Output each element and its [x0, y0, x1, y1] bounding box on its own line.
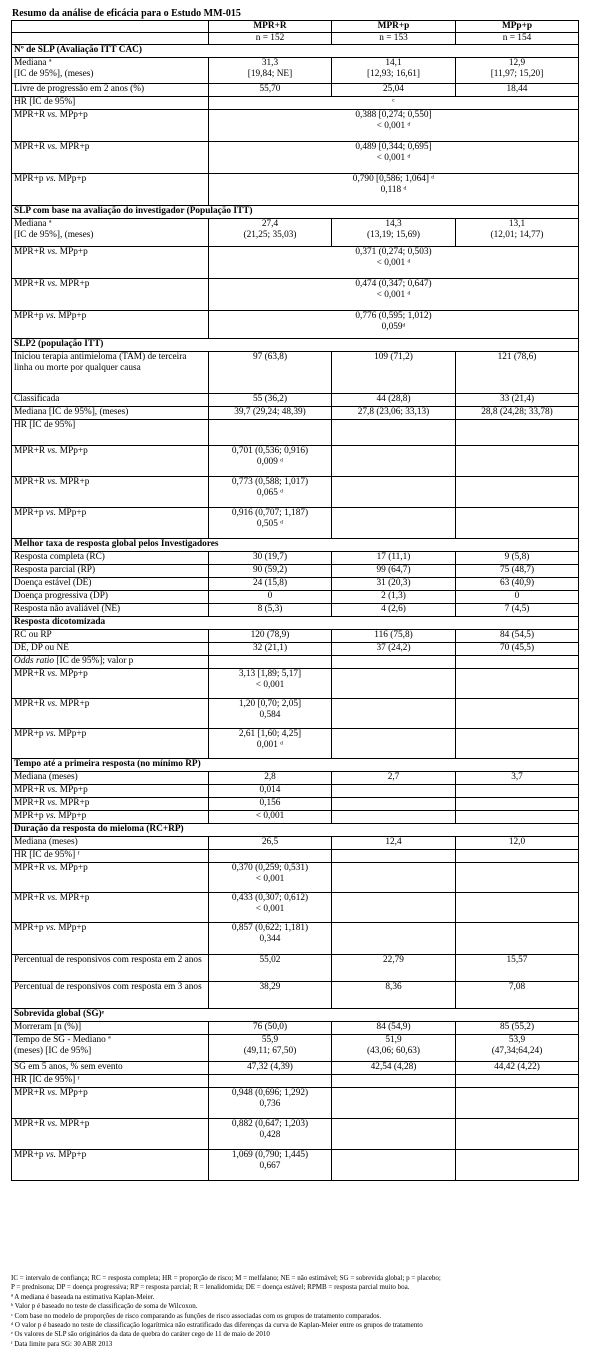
value-cell: 2,7	[332, 772, 456, 785]
value-cell	[456, 477, 579, 508]
value-cell	[332, 1150, 456, 1181]
footnote-line: ᵇ Valor p é baseado no teste de classificação de soma de Wilcoxon.	[11, 1302, 198, 1311]
section-header-row	[12, 617, 579, 630]
value-cell: 31 (20,3)	[332, 578, 456, 591]
value-cell	[332, 699, 456, 729]
value-cell: 2,61 [1,60; 4,25] 0,001 ᵈ	[209, 729, 332, 759]
value-cell	[456, 811, 579, 824]
value-cell: 121 (78,6)	[456, 352, 579, 394]
value-cell	[456, 699, 579, 729]
section-title: Sobrevida global (SG)ᵉ	[12, 1009, 579, 1022]
row-label: Mediana [IC de 95%], (meses)	[12, 407, 209, 420]
value-cell: 17 (11,1)	[332, 552, 456, 565]
table-row	[12, 1035, 579, 1062]
row-label: MPR+R vs. MPp+p	[12, 446, 209, 477]
value-cell: 12,0	[456, 837, 579, 850]
value-cell: 53,9 (47,34;64,24)	[456, 1035, 579, 1062]
efficacy-table	[11, 20, 579, 1181]
value-cell: 24 (15,8)	[209, 578, 332, 591]
table-row	[12, 669, 579, 699]
section-header-row	[12, 206, 579, 219]
value-cell: 14,1 [12,93; 16,61]	[332, 58, 456, 84]
merged-value-cell: 0,474 (0,347; 0,647) < 0,001 ᵈ	[209, 279, 579, 311]
table-row	[12, 142, 579, 174]
value-cell	[456, 669, 579, 699]
row-label: Livre de progressão em 2 anos (%)	[12, 84, 209, 97]
table-row	[12, 955, 579, 982]
value-cell: 109 (71,2)	[332, 352, 456, 394]
value-cell: 0,916 (0,707; 1,187) 0,505 ᵈ	[209, 508, 332, 539]
table-row	[12, 1150, 579, 1181]
section-header-row	[12, 1009, 579, 1022]
row-label: Resposta parcial (RP)	[12, 565, 209, 578]
row-label: MPR+R vs. MPp+p	[12, 247, 209, 279]
table-row	[12, 1022, 579, 1035]
table-row	[12, 110, 579, 142]
value-cell: 25,04	[332, 84, 456, 97]
table-row	[12, 863, 579, 893]
row-label: MPR+R vs. MPp+p	[12, 1088, 209, 1119]
row-label: Iniciou terapia antimieloma (TAM) de terceira linha ou morte por qualquer causa	[12, 352, 209, 394]
table-row	[12, 311, 579, 339]
table-row	[12, 772, 579, 785]
value-cell	[456, 785, 579, 798]
row-label: MPR+R vs. MPp+p	[12, 785, 209, 798]
value-cell: 97 (63,8)	[209, 352, 332, 394]
row-label: MPR+p vs. MPp+p	[12, 729, 209, 759]
value-cell: 0,701 (0,536; 0,916) 0,009 ᵈ	[209, 446, 332, 477]
row-label: Mediana ª [IC de 95%], (meses)	[12, 58, 209, 84]
value-cell: 0	[209, 591, 332, 604]
footnote-line: ᶜ Com base no modelo de proporções de risco comparando as funções de risco associadas com os grupos de tratamento comparados.	[11, 1311, 382, 1320]
value-cell: 12,9 [11,97; 15,20]	[456, 58, 579, 84]
table-row	[12, 604, 579, 617]
value-cell	[332, 850, 456, 863]
row-label: MPR+R vs. MPp+p	[12, 669, 209, 699]
value-cell: 44 (28,8)	[332, 394, 456, 407]
section-title: Melhor taxa de resposta global pelos Investigadores	[12, 539, 579, 552]
value-cell	[332, 669, 456, 699]
value-cell: 2 (1,3)	[332, 591, 456, 604]
row-label: HR [IC de 95%]	[12, 420, 209, 446]
value-cell	[456, 446, 579, 477]
table-header-row	[12, 21, 579, 33]
value-cell	[332, 1088, 456, 1119]
table-row	[12, 552, 579, 565]
row-label: Tempo de SG - Mediano ª (meses) [IC de 95%]	[12, 1035, 209, 1062]
value-cell: 84 (54,9)	[332, 1022, 456, 1035]
row-label: MPR+R vs. MPR+p	[12, 699, 209, 729]
row-label: MPR+R vs. MPR+p	[12, 142, 209, 174]
value-cell: 44,42 (4,22)	[456, 1062, 579, 1075]
row-label: DE, DP ou NE	[12, 643, 209, 656]
table-row	[12, 174, 579, 206]
section-header-row	[12, 339, 579, 352]
value-cell: 22,79	[332, 955, 456, 982]
section-header-row	[12, 539, 579, 552]
value-cell: 32 (21,1)	[209, 643, 332, 656]
table-row	[12, 811, 579, 824]
value-cell	[332, 893, 456, 923]
value-cell: 55,9 (49,11; 67,50)	[209, 1035, 332, 1062]
value-cell: 90 (59,2)	[209, 565, 332, 578]
section-header-row	[12, 759, 579, 772]
row-label: MPR+p vs. MPp+p	[12, 311, 209, 339]
value-cell: 2,8	[209, 772, 332, 785]
table-row	[12, 656, 579, 669]
row-label: Resposta completa (RC)	[12, 552, 209, 565]
table-row	[12, 1075, 579, 1088]
value-cell	[332, 785, 456, 798]
value-cell	[456, 729, 579, 759]
row-label: Doença progressiva (DP)	[12, 591, 209, 604]
row-label: MPR+p vs. MPp+p	[12, 508, 209, 539]
header-col-mppp: MPp+p	[456, 21, 579, 33]
value-cell: 99 (64,7)	[332, 565, 456, 578]
table-row	[12, 279, 579, 311]
value-cell: 18,44	[456, 84, 579, 97]
value-cell: 27,4 (21,25; 35,03)	[209, 219, 332, 247]
value-cell	[332, 863, 456, 893]
table-row	[12, 247, 579, 279]
section-header-row	[12, 45, 579, 58]
value-cell: 84 (54,5)	[456, 630, 579, 643]
value-cell: 0,014	[209, 785, 332, 798]
value-cell: 85 (55,2)	[456, 1022, 579, 1035]
footnote-line: IC = intervalo de confiança; RC = resposta completa; HR = proporção de risco; M = melfalano; NE = não estimável; SG = sobrevida global; p = placebo;	[11, 1274, 441, 1282]
value-cell: 33 (21,4)	[456, 394, 579, 407]
table-row	[12, 420, 579, 446]
row-label: HR [IC de 95%] ᶠ	[12, 1075, 209, 1088]
value-cell: 14,3 (13,19; 15,69)	[332, 219, 456, 247]
value-cell	[209, 420, 332, 446]
table-row	[12, 699, 579, 729]
value-cell	[332, 1075, 456, 1088]
row-label: SG em 5 anos, % sem evento	[12, 1062, 209, 1075]
value-cell	[332, 798, 456, 811]
footnote-line: P = prednisona; DP = doença progressiva; RP = resposta parcial; R = lenalidomida; DE = doença estável; RPMB = resposta parcial muito boa.	[11, 1283, 410, 1292]
value-cell: 51,9 (43,06; 60,63)	[332, 1035, 456, 1062]
value-cell: 31,3 [19,84; NE]	[209, 58, 332, 84]
value-cell	[456, 1075, 579, 1088]
row-label: Doença estável (DE)	[12, 578, 209, 591]
value-cell: 55 (36,2)	[209, 394, 332, 407]
header-col-mprp: MPR+p	[332, 21, 456, 33]
value-cell	[456, 1119, 579, 1150]
row-label: MPR+p vs. MPp+p	[12, 174, 209, 206]
row-label: HR [IC de 95%]	[12, 97, 209, 110]
value-cell	[332, 420, 456, 446]
table-row	[12, 1062, 579, 1075]
value-cell: 0,370 (0,259; 0,531) < 0,001	[209, 863, 332, 893]
value-cell: 38,29	[209, 982, 332, 1009]
value-cell: 47,32 (4,39)	[209, 1062, 332, 1075]
row-label: MPR+R vs. MPR+p	[12, 279, 209, 311]
n-cell-mprp: n = 153	[332, 33, 456, 45]
row-label: MPR+R vs. MPp+p	[12, 863, 209, 893]
value-cell: 3,7	[456, 772, 579, 785]
footnote-line: ᵈ O valor p é baseado no teste de classificação logarítmica não estratificado das diferenças da curva de Kaplan-Meier entre os grupos de tratamento	[11, 1321, 423, 1330]
value-cell: 0	[456, 591, 579, 604]
merged-value-cell: 0,489 [0,344; 0,695] < 0,001 ᵈ	[209, 142, 579, 174]
value-cell: 28,8 (24,28; 33,78)	[456, 407, 579, 420]
row-label: MPR+p vs. MPp+p	[12, 923, 209, 955]
value-cell: 63 (40,9)	[456, 578, 579, 591]
section-title: SLP com base na avaliação do investigador (População ITT)	[12, 206, 579, 219]
value-cell: 7,08	[456, 982, 579, 1009]
value-cell: 3,13 [1,89; 5,17] < 0,001	[209, 669, 332, 699]
value-cell	[209, 1075, 332, 1088]
value-cell: 27,8 (23,06; 33,13)	[332, 407, 456, 420]
footnote-line: ᶠ Data limite para SG: 30 ABR 2013	[11, 1339, 113, 1348]
value-cell: 1,069 (0,790; 1,445) 0,667	[209, 1150, 332, 1181]
value-cell: 0,882 (0,647; 1,203) 0,428	[209, 1119, 332, 1150]
table-row	[12, 729, 579, 759]
row-label: Mediana ª [IC de 95%], (meses)	[12, 219, 209, 247]
row-label: Mediana (meses)	[12, 837, 209, 850]
table-row	[12, 446, 579, 477]
table-row	[12, 893, 579, 923]
table-row	[12, 798, 579, 811]
table-row	[12, 565, 579, 578]
n-cell-mprr: n = 152	[209, 33, 332, 45]
value-cell	[456, 656, 579, 669]
value-cell: 0,948 (0,696; 1,292) 0,736	[209, 1088, 332, 1119]
value-cell	[332, 477, 456, 508]
table-row	[12, 352, 579, 394]
row-label: RC ou RP	[12, 630, 209, 643]
value-cell	[456, 850, 579, 863]
table-row	[12, 785, 579, 798]
section-title: Tempo até a primeira resposta (no mínimo RP)	[12, 759, 579, 772]
value-cell: 42,54 (4,28)	[332, 1062, 456, 1075]
value-cell: 0,433 (0,307; 0,612) < 0,001	[209, 893, 332, 923]
row-label: MPR+p vs. MPp+p	[12, 811, 209, 824]
value-cell: 0,773 (0,588; 1,017) 0,065 ᵈ	[209, 477, 332, 508]
value-cell: 70 (45,5)	[456, 643, 579, 656]
section-title: Duração da resposta do mieloma (RC+RP)	[12, 824, 579, 837]
value-cell: 39,7 (29,24; 48,39)	[209, 407, 332, 420]
row-label: MPR+R vs. MPR+p	[12, 798, 209, 811]
row-label: MPR+p vs. MPp+p	[12, 1150, 209, 1181]
value-cell	[456, 420, 579, 446]
value-cell	[456, 923, 579, 955]
value-cell: 1,20 [0,70; 2,05] 0,584	[209, 699, 332, 729]
n-row	[12, 33, 579, 45]
footnote-line: ª A mediana é baseada na estimativa Kaplan-Meier.	[11, 1292, 155, 1301]
value-cell: 76 (50,0)	[209, 1022, 332, 1035]
value-cell: 12,4	[332, 837, 456, 850]
row-label: Percentual de responsivos com resposta em 3 anos	[12, 982, 209, 1009]
value-cell	[456, 1150, 579, 1181]
merged-value-cell: 0,388 [0,274; 0,550] < 0,001 ᵈ	[209, 110, 579, 142]
value-cell: < 0,001	[209, 811, 332, 824]
table-row	[12, 219, 579, 247]
value-cell: 15,57	[456, 955, 579, 982]
value-cell: 8 (5,3)	[209, 604, 332, 617]
table-row	[12, 84, 579, 97]
value-cell: 37 (24,2)	[332, 643, 456, 656]
value-cell: 30 (19,7)	[209, 552, 332, 565]
value-cell: 8,36	[332, 982, 456, 1009]
footnotes	[11, 1274, 578, 1349]
merged-value-cell: 0,371 (0,274; 0,503) < 0,001 ᵈ	[209, 247, 579, 279]
value-cell	[332, 1119, 456, 1150]
table-row	[12, 643, 579, 656]
row-label: MPR+R vs. MPR+p	[12, 1119, 209, 1150]
footnote-line: ᵉ Os valores de SLP são originários da data de quebra do caráter cego de 11 de maio de 2010	[11, 1330, 270, 1339]
row-label: Classificada	[12, 394, 209, 407]
value-cell	[456, 798, 579, 811]
table-row	[12, 394, 579, 407]
value-cell: 55,02	[209, 955, 332, 982]
row-label: Odds ratio [IC de 95%]; valor p	[12, 656, 209, 669]
value-cell: 55,70	[209, 84, 332, 97]
section-header-row	[12, 824, 579, 837]
value-cell: 75 (48,7)	[456, 565, 579, 578]
table-row	[12, 508, 579, 539]
row-label: MPR+R vs. MPp+p	[12, 110, 209, 142]
value-cell: 4 (2,6)	[332, 604, 456, 617]
row-label: MPR+R vs. MPR+p	[12, 477, 209, 508]
table-row	[12, 477, 579, 508]
value-cell	[332, 446, 456, 477]
value-cell	[332, 811, 456, 824]
value-cell	[332, 729, 456, 759]
header-col-mprr: MPR+R	[209, 21, 332, 33]
row-label: Morreram [n (%)]	[12, 1022, 209, 1035]
value-cell: 13,1 (12,01; 14,77)	[456, 219, 579, 247]
value-cell: 0,156	[209, 798, 332, 811]
value-cell	[332, 923, 456, 955]
document-title: Resumo da análise de eficácia para o Estudo MM-015	[12, 8, 241, 19]
table-row	[12, 1088, 579, 1119]
row-label: Mediana (meses)	[12, 772, 209, 785]
header-empty-cell	[12, 21, 209, 33]
table-row	[12, 578, 579, 591]
section-title: SLP2 (população ITT)	[12, 339, 579, 352]
row-label: HR [IC de 95%] ᶠ	[12, 850, 209, 863]
table-row	[12, 837, 579, 850]
merged-value-cell: 0,790 [0,586; 1,064] ᵈ 0,118 ᵈ	[209, 174, 579, 206]
value-cell	[456, 508, 579, 539]
value-cell: 7 (4,5)	[456, 604, 579, 617]
table-row	[12, 407, 579, 420]
value-cell: 9 (5,8)	[456, 552, 579, 565]
value-cell: 0,857 (0,622; 1,181) 0,344	[209, 923, 332, 955]
n-empty-cell	[12, 33, 209, 45]
value-cell: 26,5	[209, 837, 332, 850]
table-row	[12, 923, 579, 955]
table-row	[12, 982, 579, 1009]
section-title: Resposta dicotomizada	[12, 617, 579, 630]
value-cell	[456, 893, 579, 923]
value-cell	[332, 508, 456, 539]
n-cell-mppp: n = 154	[456, 33, 579, 45]
value-cell: 120 (78,9)	[209, 630, 332, 643]
value-cell	[209, 656, 332, 669]
value-cell	[456, 1088, 579, 1119]
merged-value-cell: 0,776 (0,595; 1,012) 0,059ᵈ	[209, 311, 579, 339]
row-label: Percentual de responsivos com resposta em 2 anos	[12, 955, 209, 982]
table-row	[12, 850, 579, 863]
table-row	[12, 1119, 579, 1150]
section-title: Nº de SLP (Avaliação ITT CAC)	[12, 45, 579, 58]
row-label: MPR+R vs. MPR+p	[12, 893, 209, 923]
merged-value-cell: ᶜ	[209, 97, 579, 110]
table-row	[12, 630, 579, 643]
row-label: Resposta não avaliável (NE)	[12, 604, 209, 617]
value-cell: 116 (75,8)	[332, 630, 456, 643]
table-row	[12, 591, 579, 604]
table-row	[12, 58, 579, 84]
value-cell	[209, 850, 332, 863]
table-row	[12, 97, 579, 110]
value-cell	[332, 656, 456, 669]
value-cell	[456, 863, 579, 893]
